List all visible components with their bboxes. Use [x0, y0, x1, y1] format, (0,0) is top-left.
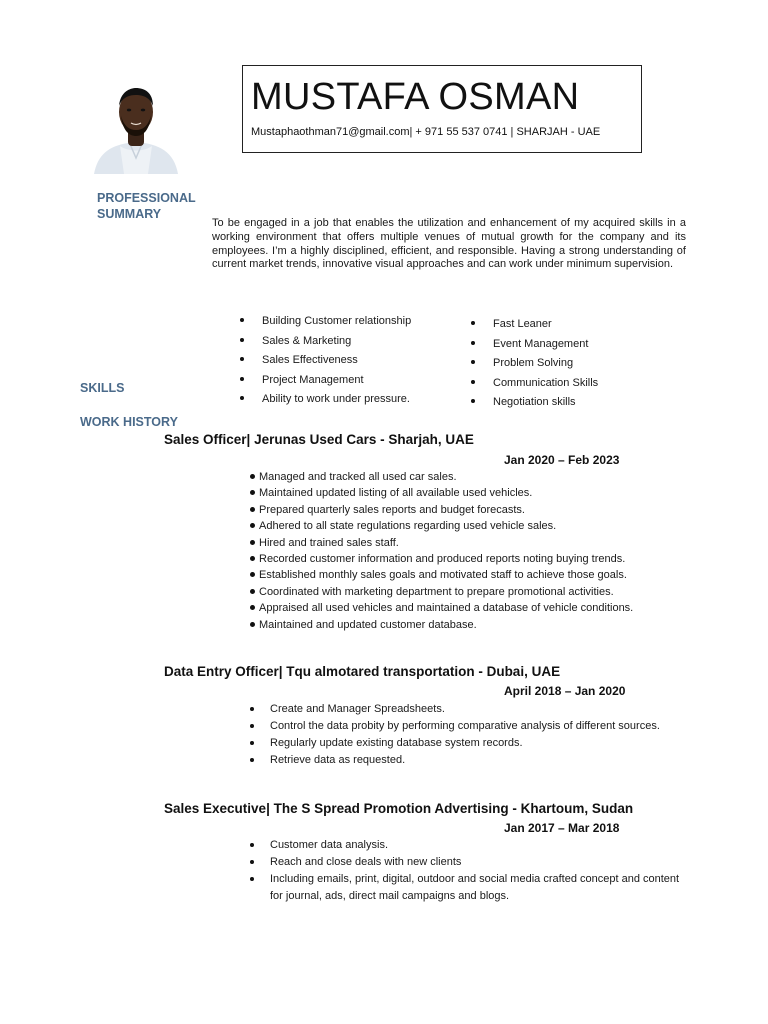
section-label-skills: SKILLS — [80, 381, 125, 395]
profile-photo — [90, 80, 182, 174]
job-date: Jan 2020 – Feb 2023 — [504, 453, 620, 467]
duty-item: Retrieve data as requested. — [249, 752, 719, 769]
duty-item: Maintained updated listing of all available used vehicles. — [249, 486, 633, 502]
duty-item: Reach and close deals with new clients — [249, 854, 689, 871]
duty-item: Recorded customer information and produced reports noting buying trends. — [249, 552, 633, 568]
duty-item: Customer data analysis. — [249, 837, 689, 854]
duty-item: Appraised all used vehicles and maintained a database of vehicle conditions. — [249, 601, 633, 617]
duty-item: Adhered to all state regulations regarding used vehicle sales. — [249, 519, 633, 535]
skill-item: Project Management — [240, 373, 411, 393]
skill-item: Ability to work under pressure. — [240, 392, 411, 412]
job-title: Sales Officer| Jerunas Used Cars - Sharjah, UAE — [164, 432, 474, 447]
duty-item: Coordinated with marketing department to prepare promotional activities. — [249, 585, 633, 601]
skill-item: Communication Skills — [471, 376, 598, 396]
portrait-illustration — [90, 80, 182, 174]
job-duties — [249, 701, 719, 769]
section-label-professional: PROFESSIONAL — [97, 191, 196, 205]
duty-item: Maintained and updated customer database. — [249, 618, 633, 634]
skill-item: Fast Leaner — [471, 317, 598, 337]
skill-item: Problem Solving — [471, 356, 598, 376]
duty-item: Regularly update existing database system records. — [249, 735, 719, 752]
section-label-work-history: WORK HISTORY — [80, 415, 178, 429]
duty-item: Established monthly sales goals and motivated staff to achieve those goals. — [249, 568, 633, 584]
duty-item: Including emails, print, digital, outdoor and social media crafted concept and content for journal, ads, direct mail campaigns and blogs. — [249, 871, 689, 905]
job-title: Sales Executive| The S Spread Promotion Advertising - Khartoum, Sudan — [164, 801, 634, 816]
skill-item: Event Management — [471, 337, 598, 357]
skills-list-left — [240, 314, 411, 412]
job-date: Jan 2017 – Mar 2018 — [504, 821, 620, 835]
duty-item: Control the data probity by performing comparative analysis of different sources. — [249, 718, 719, 735]
skill-item: Building Customer relationship — [240, 314, 411, 334]
header-box — [242, 65, 642, 153]
skill-item: Sales Effectiveness — [240, 353, 411, 373]
duty-item: Create and Manager Spreadsheets. — [249, 701, 719, 718]
skill-item: Negotiation skills — [471, 395, 598, 415]
job-title: Data Entry Officer| Tqu almotared transportation - Dubai, UAE — [164, 664, 561, 679]
duty-item: Hired and trained sales staff. — [249, 536, 633, 552]
job-duties — [249, 837, 689, 905]
summary-text: To be engaged in a job that enables the utilization and enhancement of my acquired skills in a working environment that offers multiple venues of mutual growth for the company and its employees. I’m a highly disciplined, efficient, and responsible. Having a strong understanding of current market trends, innovative visual approaches and can work under minimum supervision. — [212, 217, 686, 271]
duty-item: Prepared quarterly sales reports and budget forecasts. — [249, 503, 633, 519]
skills-list-right — [471, 317, 598, 415]
contact-line: Mustaphaothman71@gmail.com| + 971 55 537 0741 | SHARJAH - UAE — [251, 126, 601, 138]
candidate-name: MUSTAFA OSMAN — [251, 76, 580, 118]
job-date: April 2018 – Jan 2020 — [504, 684, 626, 698]
duty-item: Managed and tracked all used car sales. — [249, 470, 633, 486]
skill-item: Sales & Marketing — [240, 334, 411, 354]
job-duties — [249, 470, 633, 634]
section-label-summary: SUMMARY — [97, 207, 162, 221]
